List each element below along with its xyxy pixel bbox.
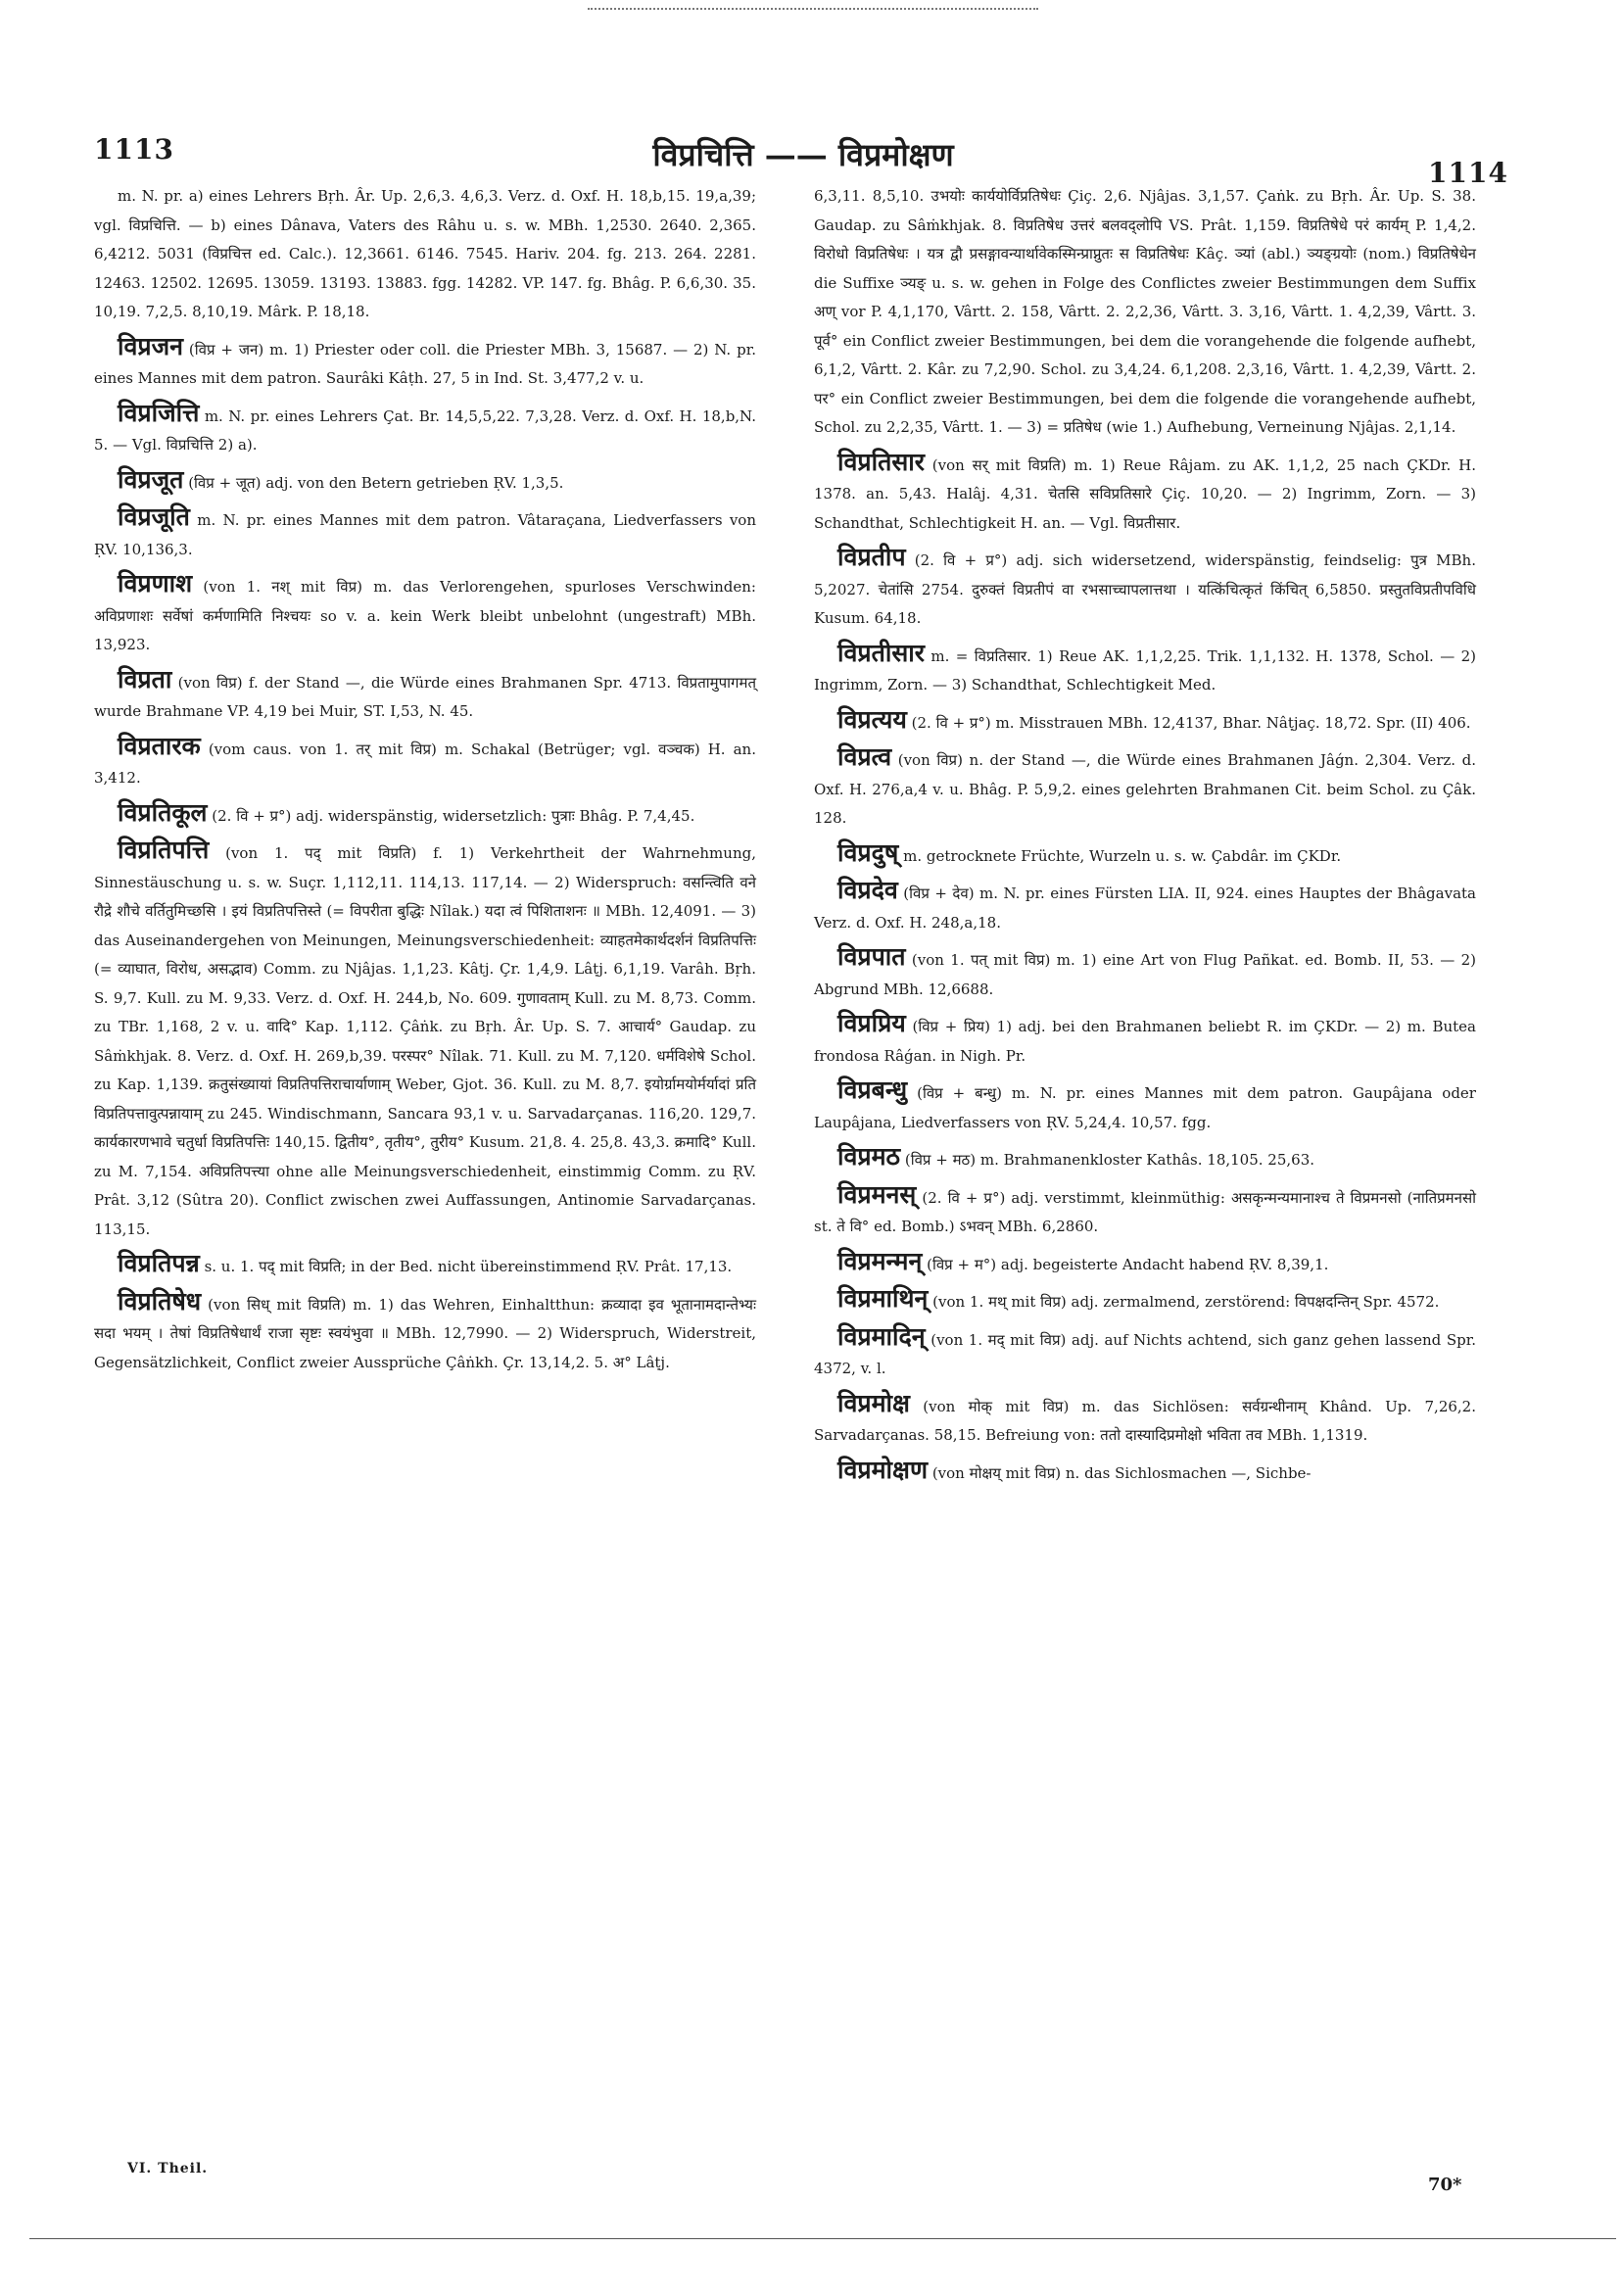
dictionary-entry [94,399,756,460]
dictionary-entry [94,665,756,727]
entry-headword: विप्रतीप [837,543,906,571]
entry-headword: विप्रतीसार [837,638,925,667]
dictionary-entry [94,836,756,1244]
dictionary-entry [94,798,756,832]
dictionary-entry [94,502,756,564]
entry-text: (von 1. मद् mit विप्र) adj. auf Nichts achtend, sich ganz gehen lassend Spr. 4372, v. l. [814,1330,1476,1377]
entry-headword: विप्रजन [118,331,184,360]
page-header [0,0,1622,189]
left-column [94,182,756,1382]
entry-text: (von सर् mit विप्रति) m. 1) Reue Râjam. zu AK. 1,1,2, 25 nach ÇKDr. H. 1378. an. 5,43. Halâj. 4,31. चेतसि सविप्रतिसारे Çiç. 10,20. — 2) Ingrimm, Zorn. — 3) Schandthat, Schlechtigkeit H. an. — Vgl. विप्रतीसार. [814,455,1476,532]
dictionary-entry [814,876,1476,937]
entry-headword: विप्रणाश [118,569,193,598]
entry-text: (von मोक्षय् mit विप्र) n. das Sichlosmachen —, Sichbe- [931,1463,1312,1482]
entry-text: (von विप्र) f. der Stand —, die Würde eines Brahmanen Spr. 4713. विप्रतामुपागमत् wurde Brahmane VP. 4,19 bei Muir, ST. I,53, N. 45. [94,673,756,720]
entry-text: (विप्र + प्रिय) 1) adj. bei den Brahmanen beliebt R. im ÇKDr. — 2) m. Butea frondosa Râǵan. in Nigh. Pr. [814,1018,1476,1065]
entry-headword: विप्रतिपत्ति [118,836,210,864]
right-column [814,182,1476,1493]
entry-text: (von 1. पत् mit विप्र) m. 1) eine Art von Flug Pañkat. ed. Bomb. II, 53. — 2) Abgrund MBh. 12,6688. [814,951,1476,998]
entry-text: (विप्र + बन्धु) m. N. pr. eines Mannes mit dem patron. Gaupâjana oder Laupâjana, Liedverfassers von ṚV. 5,24,4. 10,57. fgg. [814,1084,1476,1131]
entry-text: (2. वि + प्र°) adj. verstimmt, kleinmüthig: असकृन्मन्यमानाश्च ते विप्रमनसो (नातिप्रमनसो st. ते वि° ed. Bomb.) ऽभवन् MBh. 6,2860. [814,1188,1476,1235]
entry-headword: विप्रमोक्षण [837,1455,929,1484]
entry-text: (2. वि + प्र°) adj. widerspänstig, widersetzlich: पुत्राः Bhâg. P. 7,4,45. [212,806,695,825]
entry-text: (vom caus. von 1. तर् mit विप्र) m. Schakal (Betrüger; vgl. वञ्चक) H. an. 3,412. [94,740,756,787]
dictionary-entry [814,1076,1476,1137]
entry-text: (von 1. नश् mit विप्र) m. das Verlorengehen, spurloses Verschwinden: अविप्रणाशः सर्वेषां कर्मणामिति निश्चयः so v. a. kein Werk bleibt unbelohnt (ungestraft) MBh. 13,923. [94,578,756,653]
page-number-left: 1113 [94,133,174,166]
dictionary-entry [94,182,756,327]
entry-headword: विप्रपात [837,942,906,971]
entry-headword: विप्रमादिन् [837,1321,926,1351]
entry-text: (विप्र + मठ) m. Brahmanenkloster Kathâs. 18,105. 25,63. [904,1151,1315,1169]
entry-text: (विप्र + जन) m. 1) Priester oder coll. die Priester MBh. 3, 15687. — 2) N. pr. eines Mannes mit dem patron. Saurâki Kâṭh. 27, 5 in Ind. St. 3,477,2 v. u. [94,340,756,387]
dictionary-entry [814,838,1476,872]
entry-headword: विप्रमाथिन् [837,1284,929,1313]
entry-text: (2. वि + प्र°) m. Misstrauen MBh. 12,4137, Bhar. Nâṭjaç. 18,72. Spr. (II) 406. [911,713,1471,732]
entry-headword: विप्रतिसार [837,447,925,476]
dictionary-entry [814,1009,1476,1071]
entry-text: (von मोक् mit विप्र) m. das Sichlösen: सर्वग्रन्थीनाम् Khând. Up. 7,26,2. Sarvadarçanas. 58,15. Befreiung von: ततो दास्यादिप्रमोक्षो भविता तव MBh. 1,1319. [814,1397,1476,1444]
entry-headword: विप्रत्यय [837,704,907,734]
entry-text: (von 1. पद् mit विप्रति) f. 1) Verkehrtheit der Wahrnehmung, Sinnestäuschung u. s. w. Suçr. 1,112,11. 114,13. 117,14. — 2) Widerspruch: वसन्त्विति वने रौद्रे शौचे वर्तितुमिच्छसि । इयं विप्रतिपत्तिस्ते (= विपरीता बुद्धिः Nîlak.) यदा त्वं पिशिताशनः ॥ MBh. 12,4091. — 3) das Auseinandergehen von Meinungen, Meinungsverschiedenheit: व्याहतमेकार्थदर्शनं विप्रतिपत्तिः (= व्याघात, विरोध, असद्भाव) Comm. zu Njâjas. 1,1,23. Kâtj. Çr. 1,4,9. Lâṭj. 6,1,19. Varâh. Bṛh. S. 9,7. Kull. zu M. 9,33. Verz. d. Oxf. H. 244,b, No. 609. गुणावताम् Kull. zu M. 8,73. Comm. zu TBr. 1,168, 2 v. u. वादि° Kap. 1,112. Çâṅk. zu Bṛh. Âr. Up. S. 7. आचार्य° Gaudap. zu Sâṁkhjak. 8. Verz. d. Oxf. H. 269,b,39. परस्पर° Nîlak. 71. Kull. zu M. 7,120. धर्मविशेषे Schol. zu Kap. 1,139. क्रतुसंख्यायां विप्रतिपत्तिराचार्याणाम् Weber, Gjot. 36. Kull. zu M. 8,7. इयोर्ग्रामयोर्मर्यादां प्रति विप्रतिपत्तावुत्पन्नायाम् zu 245. Windischmann, Sancara 93,1 v. u. Sarvadarçanas. 116,20. 129,7. कार्यकारणभावे चतुर्धा विप्रतिपत्तिः 140,15. द्वितीय°, तृतीय°, तुरीय° Kusum. 21,8. 4. 25,8. 43,3. क्रमादि° Kull. zu M. 7,154. अविप्रतिपत्त्या ohne alle Meinungsverschiedenheit, einstimmig Comm. zu ṚV. Prât. 3,12 (Sûtra 20). Conflict zwischen zwei Auffassungen, Antinomie Sarvadarçanas. 113,15. [94,844,756,1238]
dictionary-entry [814,942,1476,1004]
entry-text: m. N. pr. eines Mannes mit dem patron. Vâtaraçana, Liedverfassers von ṚV. 10,136,3. [94,511,756,558]
dictionary-entry [814,448,1476,539]
dictionary-entry [94,569,756,660]
entry-headword: विप्रता [118,664,172,694]
entry-headword: विप्रत्व [837,742,892,771]
entry-headword: विप्रबन्धु [837,1076,908,1104]
dictionary-entry [814,1284,1476,1317]
dictionary-entry [94,1287,756,1378]
signature-mark: VI. Theil. [127,2161,209,2176]
dictionary-entry [94,465,756,499]
entry-text: (विप्र + म°) adj. begeisterte Andacht habend ṚV. 8,39,1. [927,1255,1329,1273]
entry-headword: विप्रतिषेध [118,1286,202,1315]
entry-text: (विप्र + जूत) adj. von den Betern getrieben ṚV. 1,3,5. [188,473,564,492]
dictionary-entry [94,732,756,793]
entry-headword: विप्रदेव [837,876,898,904]
dictionary-entry [94,1249,756,1282]
dictionary-entry [814,705,1476,739]
dictionary-entry [814,1180,1476,1242]
entry-text: s. u. 1. पद् mit विप्रति; in der Bed. nicht übereinstimmend ṚV. Prât. 17,13. [204,1258,733,1275]
entry-text: (विप्र + देव) m. N. pr. eines Fürsten LIA. II, 924. eines Hauptes der Bhâgavata Verz. d. Oxf. H. 248,a,18. [814,885,1476,932]
entry-headword: विप्रजित्ति [118,398,200,427]
entry-text: m. N. pr. a) eines Lehrers Bṛh. Âr. Up. 2,6,3. 4,6,3. Verz. d. Oxf. H. 18,b,15. 19,a,39; vgl. विप्रचित्ति. — b) eines Dânava, Vaters des Râhu u. s. w. MBh. 1,2530. 2640. 2,365. 6,4212. 5031 (विप्रचित्त ed. Calc.). 12,3661. 6146. 7545. Hariv. 204. fg. 213. 264. 2281. 12463. 12502. 12695. 13059. 13193. 13883. fgg. 14282. VP. 147. fg. Bhâg. P. 6,6,30. 35. 10,19. 7,2,5. 8,10,19. Mârk. P. 18,18. [94,187,756,320]
entry-text: (von विप्र) n. der Stand —, die Würde eines Brahmanen Jâǵn. 2,304. Verz. d. Oxf. H. 276,a,4 v. u. Bhâg. P. 5,9,2. eines gelehrten Brahmanen Cit. beim Schol. zu Çâk. 128. [814,751,1476,827]
dictionary-entry [814,182,1476,443]
entry-headword: विप्रजूति [118,502,190,531]
entry-text: 6,3,11. 8,5,10. उभयोः कार्ययोर्विप्रतिषेधः Çiç. 2,6. Njâjas. 3,1,57. Çaṅk. zu Bṛh. Âr. Up. S. 38. Gaudap. zu Sâṁkhjak. 8. विप्रतिषेध उत्तरं बलवद्लोपि VS. Prât. 1,159. विप्रतिषेधे परं कार्यम् P. 1,4,2. विरोधो विप्रतिषेधः । यत्र द्वौ प्रसङ्गावन्यार्थावेकस्मिन्प्राप्नुतः स विप्रतिषेधः Kâç. ञ्यां (abl.) ञ्यङ्ग्रयोः (nom.) विप्रतिषेधेन die Suffixe ञ्यङ् u. s. w. gehen in Folge des Conflictes zweier Bestimmungen dem Suffix अण् vor P. 4,1,170, Vârtt. 2. 158, Vârtt. 2. 2,2,36, Vârtt. 3. 3,16, Vârtt. 1. 4,2,39, Vârtt. 3. पूर्व° ein Conflict zweier Bestimmungen, bei dem die vorangehende die folgende aufhebt, 6,1,2, Vârtt. 2. Kâr. zu 7,2,90. Schol. zu 3,4,24. 6,1,208. 2,3,16, Vârtt. 1. 4,2,39, Vârtt. 2. पर° ein Conflict zweier Bestimmungen, bei dem die folgende die vorangehende aufhebt, Schol. zu 2,2,35, Vârtt. 1. — 3) = प्रतिषेध (wie 1.) Aufhebung, Verneinung Njâjas. 2,1,14. [814,187,1476,436]
dictionary-entry [94,332,756,394]
entry-headword: विप्रतिपन्न [118,1249,200,1277]
entry-headword: विप्रदुष् [837,837,899,867]
entry-headword: विप्रमन्मन् [837,1246,923,1275]
entry-headword: विप्रतिकूल [118,797,208,827]
entry-text: m. getrocknete Früchte, Wurzeln u. s. w. Çabdâr. im ÇKDr. [903,846,1342,865]
sheet-number: 70* [1428,2175,1462,2195]
dictionary-entry [814,1389,1476,1451]
entry-text: m. N. pr. eines Lehrers Çat. Br. 14,5,5,22. 7,3,28. Verz. d. Oxf. H. 18,b,N. 5. — Vgl. विप्रचित्ति 2) a). [94,407,756,454]
bottom-rule [29,2238,1616,2239]
entry-headword: विप्रमनस् [837,1179,917,1209]
dictionary-entry [814,1456,1476,1489]
page-number-right: 1114 [1428,157,1508,189]
dictionary-entry [814,1247,1476,1280]
entry-text: (von 1. मथ् mit विप्र) adj. zermalmend, zerstörend: विपक्षदन्तिन् Spr. 4572. [932,1293,1440,1311]
entry-text: m. = विप्रतिसार. 1) Reue AK. 1,1,2,25. Trik. 1,1,132. H. 1378, Schol. — 2) Ingrimm, Zorn. — 3) Schandthat, Schlechtigkeit Med. [814,646,1476,694]
running-head: विप्रचित्ति —— विप्रमोक्षण [652,136,954,173]
dictionary-entry [814,543,1476,634]
dictionary-entry [814,1142,1476,1175]
dictionary-entry [814,742,1476,834]
entry-text: (2. वि + प्र°) adj. sich widersetzend, widerspänstig, feindselig: पुत्र MBh. 5,2027. चेतांसि 2754. दुरुक्तं विप्रतीपं वा रभसाच्चापलात्तथा । यत्किंचित्कृतं किंचित् 6,5850. प्रस्तुतविप्रतीपविधि Kusum. 64,18. [814,551,1476,627]
entry-headword: विप्रप्रिय [837,1009,906,1037]
print-marks [588,8,1038,12]
dictionary-entry [814,639,1476,700]
entry-headword: विप्रतारक [118,731,201,760]
dictionary-entry [814,1322,1476,1384]
entry-headword: विप्रजूत [118,464,184,494]
entry-text: (von सिध् mit विप्रति) m. 1) das Wehren, Einhaltthun: क्रव्यादा इव भूतानामदान्तेभ्यः सदा भयम् । तेषां विप्रतिषेधार्थं राजा सृष्टः स्वयंभुवा ॥ MBh. 12,7990. — 2) Widerspruch, Widerstreit, Gegensätzlichkeit, Conflict zweier Aussprüche Çâṅkh. Çr. 13,14,2. 5. अ° Lâṭj. [94,1295,756,1371]
entry-headword: विप्रमठ [837,1142,901,1171]
entry-headword: विप्रमोक्ष [837,1388,910,1417]
